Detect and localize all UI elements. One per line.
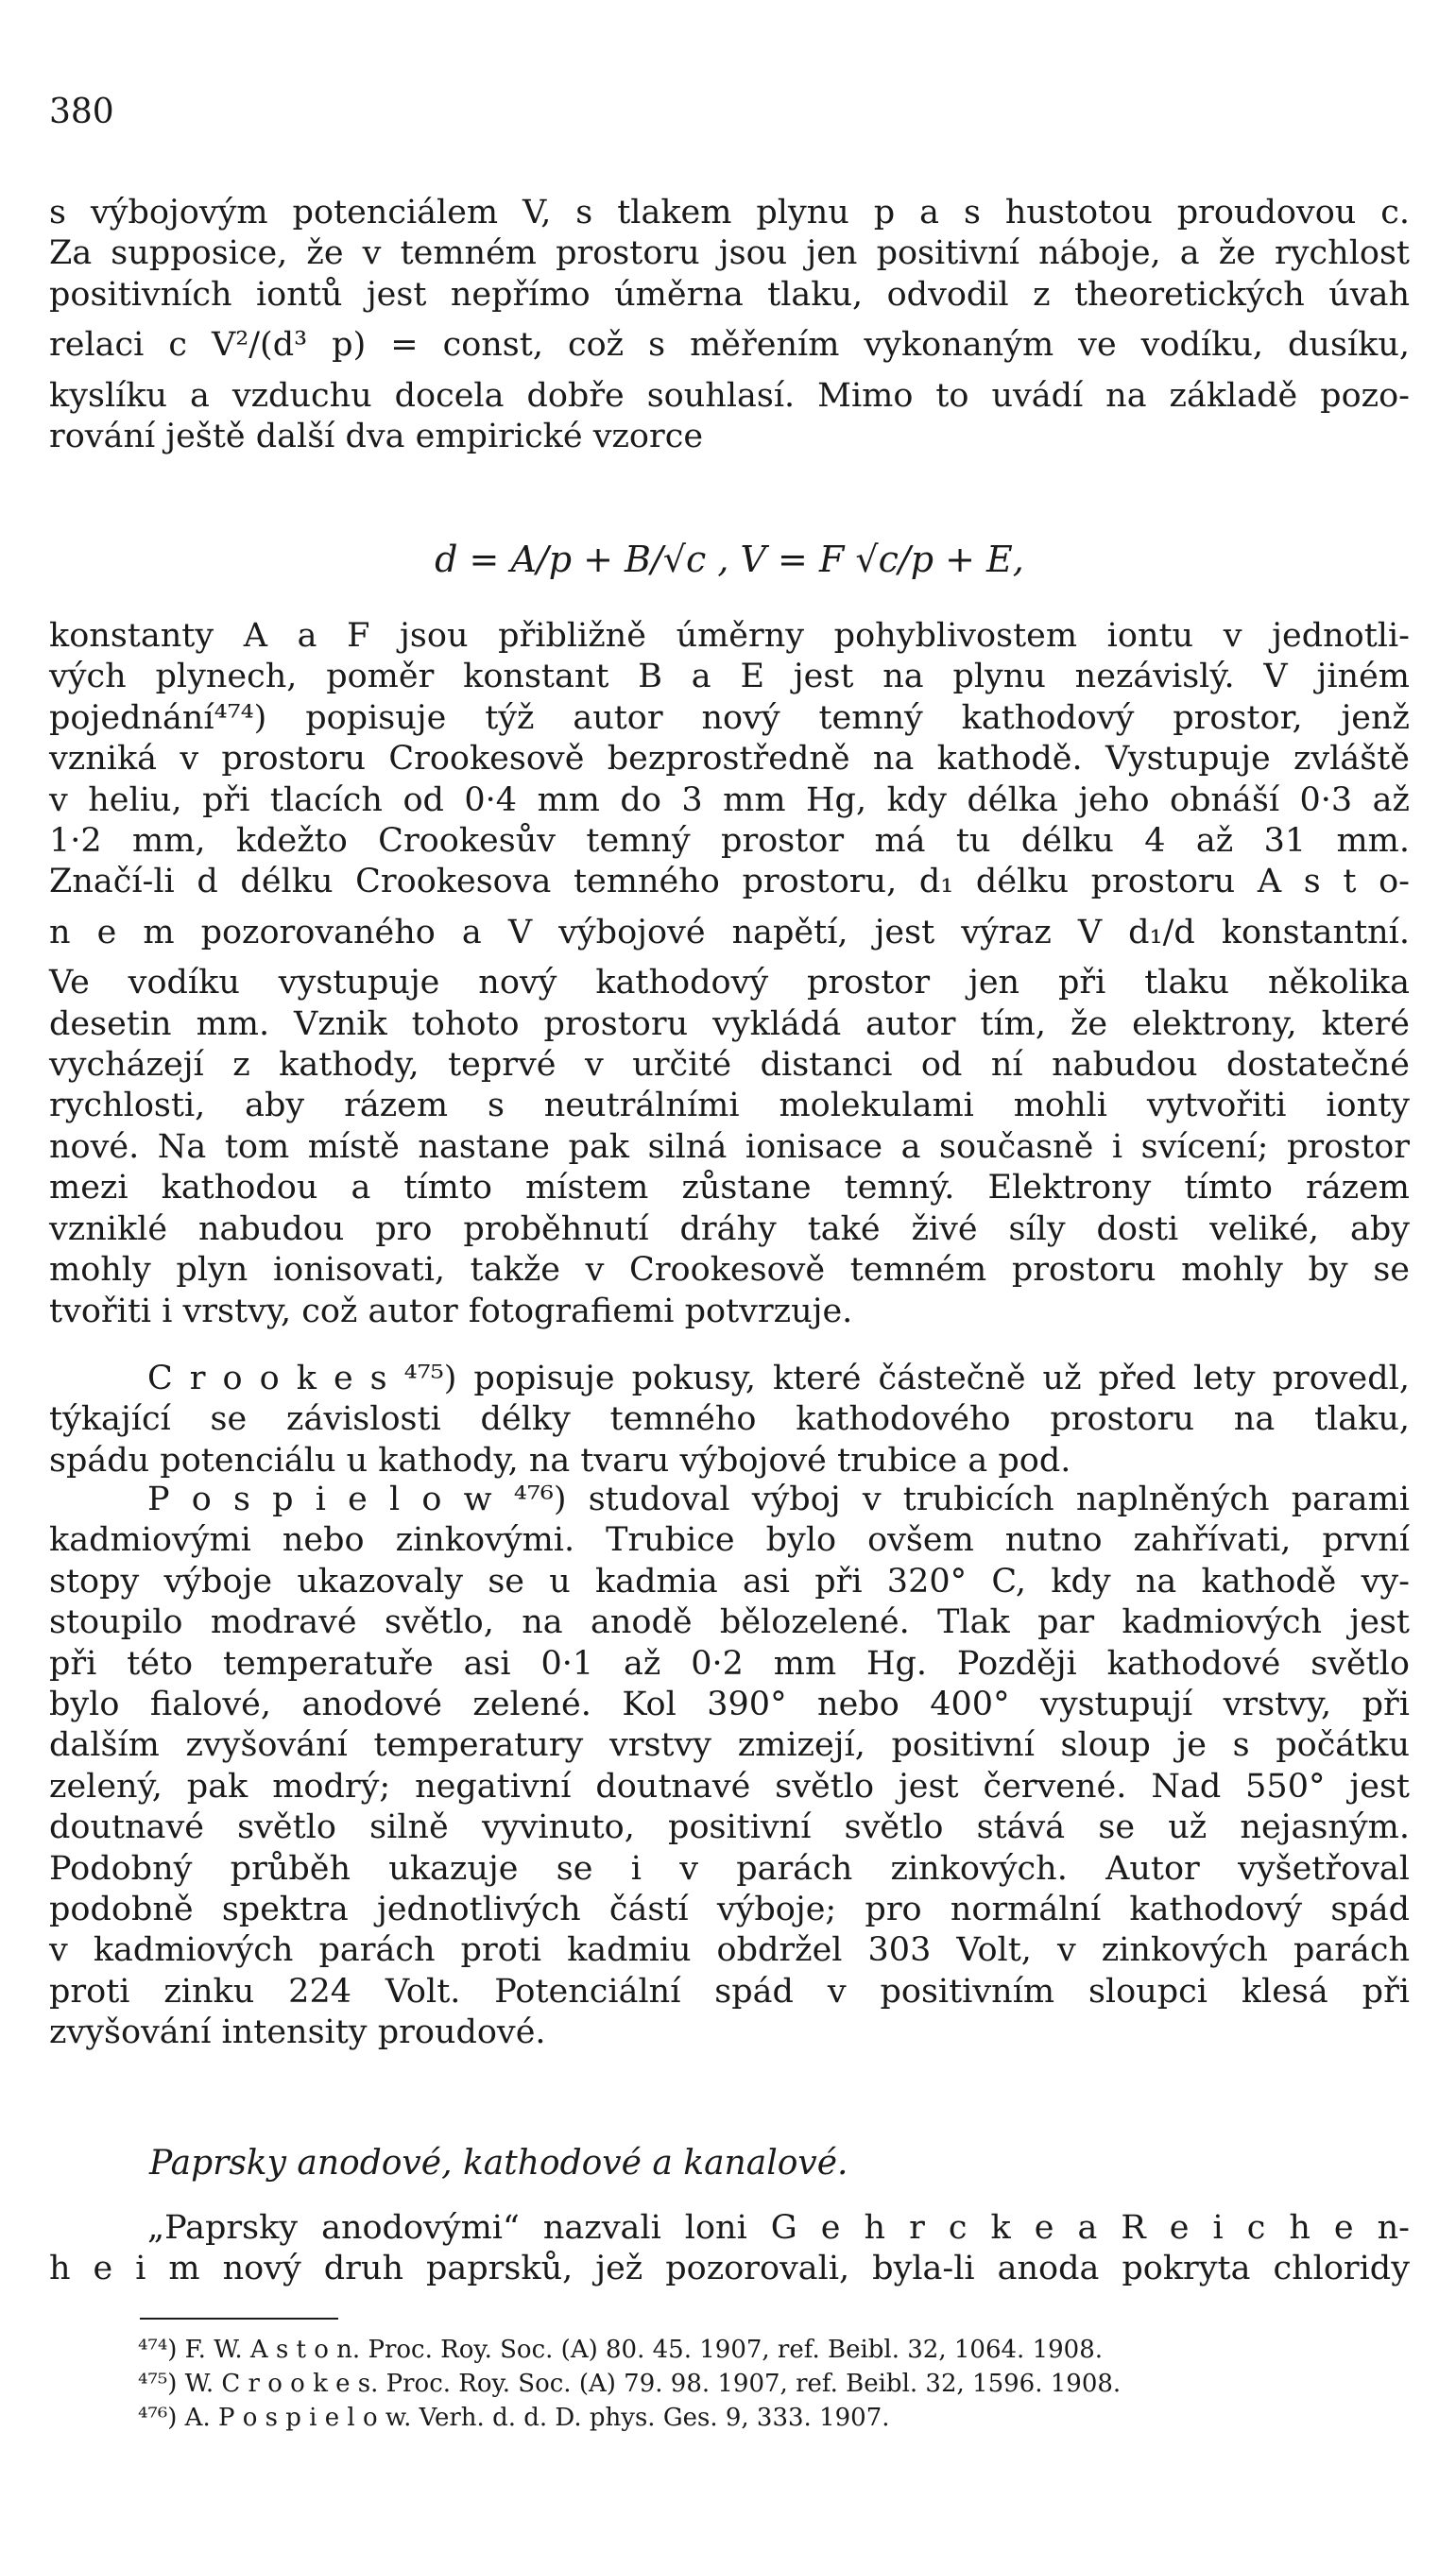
text-line: 1·2 mm, kdežto Crookesův temný prostor má tu délku 4 až 31 mm. [49, 822, 1410, 861]
text-line: zvyšování intensity proudové. [49, 2013, 546, 2052]
text-line: zelený, pak modrý; negativní doutnavé světlo jest červené. Nad 550° jest [49, 1767, 1410, 1806]
paragraph-aston-dark-space [49, 616, 1410, 1332]
text-line: nové. Na tom místě nastane pak silná ionisace a současně i svícení; prostor [49, 1127, 1410, 1166]
text-line: vzniklé nabudou pro proběhnutí dráhy také živé síly dosti veliké, aby [49, 1209, 1410, 1248]
text-line: v heliu, při tlacích od 0·4 mm do 3 mm Hg, kdy délka jeho obnáší 0·3 až [49, 780, 1410, 819]
text-line: týkající se závislosti délky temného kathodového prostoru na tlaku, [49, 1400, 1410, 1439]
text-line: kyslíku a vzduchu docela dobře souhlasí. Mimo to uvádí na základě pozo- [49, 376, 1410, 415]
text-line: „Paprsky anodovými“ nazvali loni G e h r c k e a R e i c h e n- [147, 2209, 1410, 2247]
text-line: mohly plyn ionisovati, takže v Crookesově temném prostoru mohly by se [49, 1251, 1410, 1290]
text-line: při této temperatuře asi 0·1 až 0·2 mm Hg. Později kathodové světlo [49, 1644, 1410, 1683]
text-line: rování ještě další dva empirické vzorce [49, 418, 704, 456]
text-line: bylo fialové, anodové zelené. Kol 390° nebo 400° vystupují vrstvy, při [49, 1686, 1410, 1724]
footnote: ⁴⁷⁵) W. C r o o k e s. Proc. Roy. Soc. (A) 79. 98. 1907, ref. Beibl. 32, 1596. 1908. [138, 2370, 1122, 2398]
text-line: vycházejí z kathody, teprvé v určité distanci od ní nabudou dostatečné [49, 1046, 1410, 1085]
text-line: relaci c V²/(d³ p) = const, což s měřením vykonaným ve vodíku, dusíku, [49, 326, 1410, 365]
section-heading: Paprsky anodové, kathodové a kanalové. [149, 2144, 848, 2183]
text-line: Za supposice, že v temném prostoru jsou jen positivní náboje, a že rychlost [49, 234, 1410, 273]
footnote: ⁴⁷⁶) A. P o s p i e l o w. Verh. d. d. D. phys. Ges. 9, 333. 1907. [138, 2404, 890, 2432]
text-line: tvořiti i vrstvy, což autor fotografiemi potvrzuje. [49, 1292, 853, 1330]
text-line: pojednání⁴⁷⁴) popisuje týž autor nový temný kathodový prostor, jenž [49, 698, 1410, 737]
text-line: stopy výboje ukazovaly se u kadmia asi při 320° C, kdy na kathodě vy- [49, 1562, 1410, 1601]
text-line: C r o o k e s ⁴⁷⁵) popisuje pokusy, které částečně už před lety provedl, [147, 1360, 1410, 1397]
footnote: ⁴⁷⁴) F. W. A s t o n. Proc. Roy. Soc. (A) 80. 45. 1907, ref. Beibl. 32, 1064. 1908. [138, 2336, 1104, 2364]
paragraph-anode-rays [49, 2208, 1410, 2290]
text-line: rychlosti, aby rázem s neutrálními molekulami mohli vytvořiti ionty [49, 1087, 1410, 1125]
text-line: Ve vodíku vystupuje nový kathodový prostor jen při tlaku několika [49, 964, 1410, 1002]
text-line: podobně spektra jednotlivých částí výboje; pro normální kathodový spád [49, 1891, 1410, 1929]
text-line: v kadmiových parách proti kadmiu obdržel 303 Volt, v zinkových parách [49, 1931, 1410, 1970]
text-line: proti zinku 224 Volt. Potenciální spád v positivním sloupci klesá při [49, 1972, 1410, 2011]
text-line: Značí-li d délku Crookesova temného prostoru, d₁ délku prostoru A s t o- [49, 863, 1410, 901]
text-line: spádu potenciálu u kathody, na tvaru výbojové trubice a pod. [49, 1441, 1071, 1480]
paragraph-crookes [49, 1359, 1410, 1481]
text-line: Podobný průběh ukazuje se i v parách zinkových. Autor vyšetřoval [49, 1849, 1410, 1888]
text-line: doutnavé světlo silně vyvinuto, positivní světlo stává se už nejasným. [49, 1808, 1410, 1847]
paragraph-aston-intro [49, 193, 1410, 457]
text-line: mezi kathodou a tímto místem zůstane temný. Elektrony tímto rázem [49, 1169, 1410, 1207]
text-line: h e i m nový druh paprsků, jež pozorovali, byla-li anoda pokryta chloridy [49, 2250, 1410, 2288]
text-line: vzniká v prostoru Crookesově bezprostředně na kathodě. Vystupuje zvláště [49, 740, 1410, 779]
text-line: desetin mm. Vznik tohoto prostoru vykládá autor tím, že elektrony, které [49, 1004, 1410, 1043]
footnotes [138, 2333, 1121, 2435]
page-number: 380 [49, 93, 114, 131]
text-line: vých plynech, poměr konstant B a E jest na plynu nezávislý. V jiném [49, 658, 1410, 696]
text-line: s výbojovým potenciálem V, s tlakem plynu p a s hustotou proudovou c. [49, 194, 1410, 231]
text-line: kadmiovými nebo zinkovými. Trubice bylo ovšem nutno zahřívati, první [49, 1521, 1410, 1560]
text-line: n e m pozorovaného a V výbojové napětí, jest výraz V d₁/d konstantní. [49, 913, 1410, 951]
text-line: P o s p i e l o w ⁴⁷⁶) studoval výboj v trubicích naplněných parami [147, 1481, 1410, 1518]
empirical-formulas: d = A/p + B/√c , V = F √c/p + E, [435, 539, 1024, 580]
text-line: dalším zvyšování temperatury vrstvy zmizejí, positivní sloup je s počátku [49, 1726, 1410, 1765]
paragraph-pospielow [49, 1480, 1410, 2054]
text-line: positivních iontů jest nepřímo úměrna tlaku, odvodil z theoretických úvah [49, 275, 1410, 314]
text-line: konstanty A a F jsou přibližně úměrny pohyblivostem iontu v jednotli- [49, 617, 1410, 655]
footnote-divider [140, 2318, 338, 2320]
text-line: stoupilo modravé světlo, na anodě bělozelené. Tlak par kadmiových jest [49, 1603, 1410, 1642]
